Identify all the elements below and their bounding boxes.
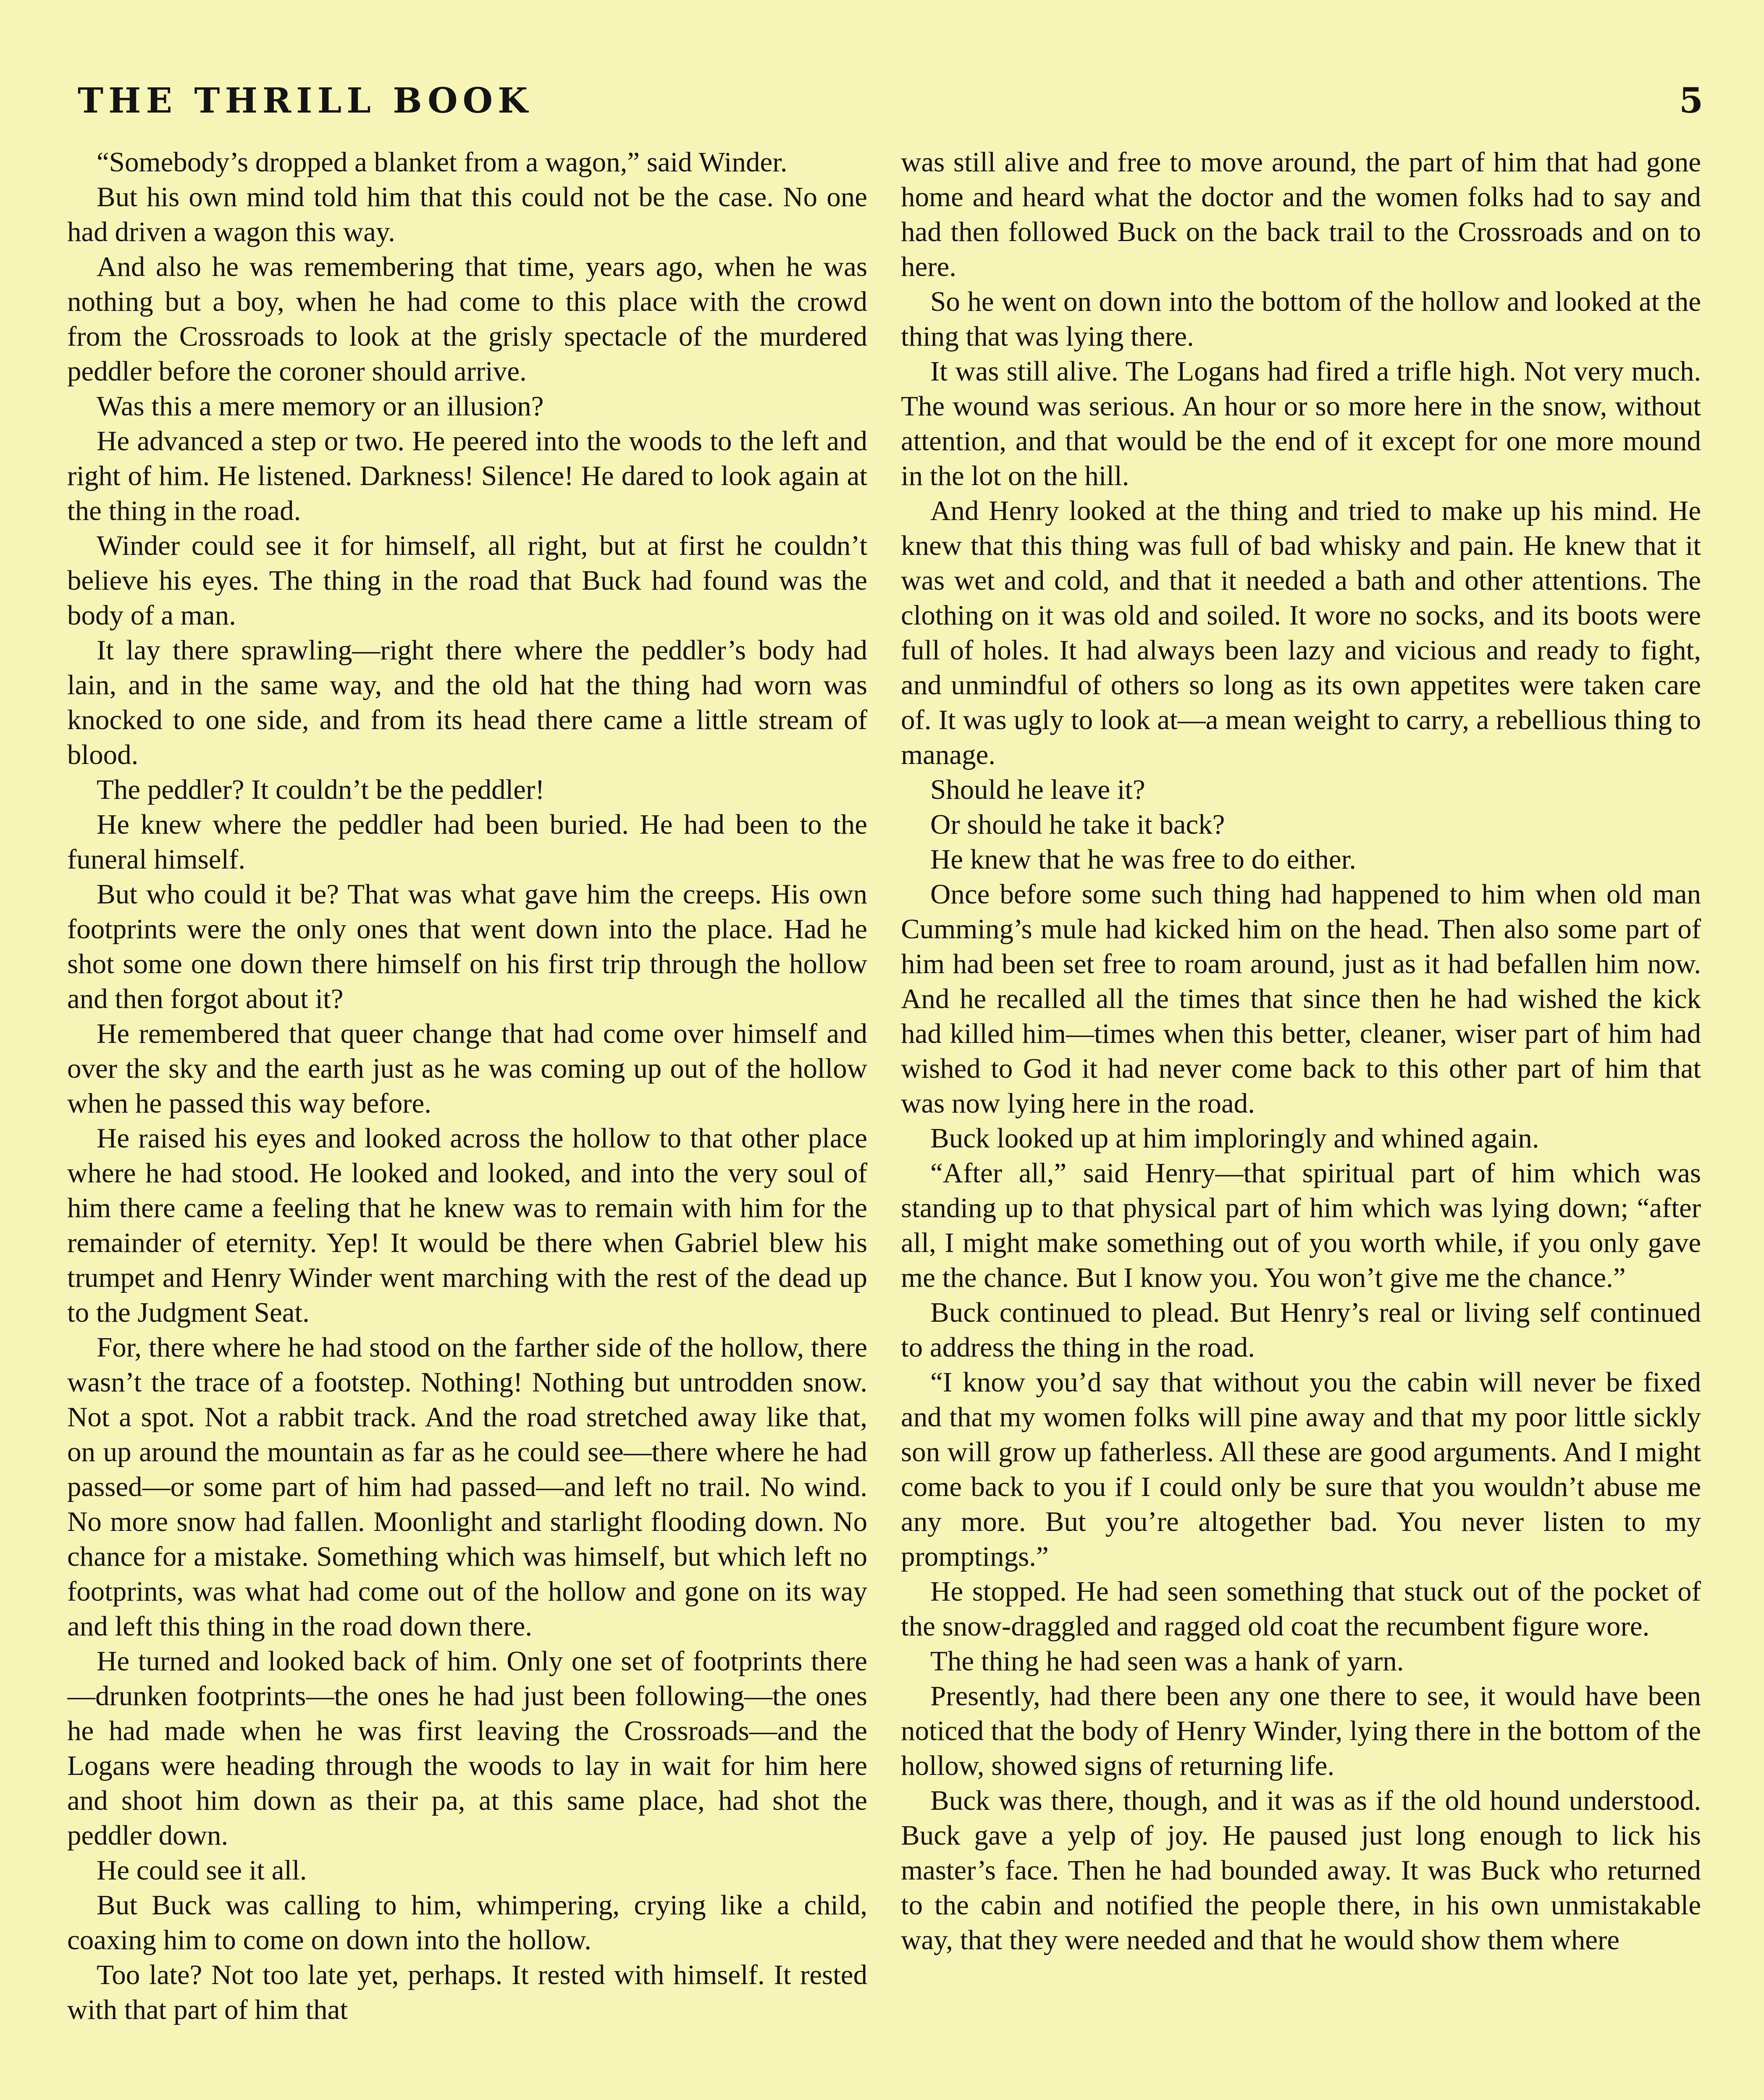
paragraph: He raised his eyes and looked across the hollow to that other place where he had stood. He looked and looked, and into the very soul of him there came a feeling that he knew was to remain with him for the remainder of eternity. Yep! It would be there when Gabriel blew his trumpet and Henry Winder went marching with the rest of the dead up to the Judgment Seat. <box>67 1123 867 1328</box>
paragraph: The thing he had seen was a hank of yarn. <box>930 1646 1404 1677</box>
paragraph: The peddler? It couldn’t be the peddler! <box>97 774 545 805</box>
paragraph: And Henry looked at the thing and tried to make up his mind. He knew that this thing was full of bad whisky and pain. He knew that it was wet and cold, and that it needed a bath and other attentions. The clothing on it was old and soiled. It wore no socks, and its boots were full of holes. It had always been lazy and vicious and ready to fight, and unmindful of others so long as its own appetites were taken care of. It was ugly to look at—a mean weight to carry, a rebellious thing to manage. <box>901 495 1701 770</box>
paragraph: “After all,” said Henry—that spiritual part of him which was standing up to that physical part of him which was lying down; “after all, I might make something out of you worth while, if you only gave me the chance. But I know you. You won’t give me the chance.” <box>901 1158 1701 1293</box>
paragraph: It was still alive. The Logans had fired a trifle high. Not very much. The wound was serious. An hour or so more here in the snow, without attention, and that would be the end of it except for one more mound in the lot on the hill. <box>901 356 1701 491</box>
paragraph: Winder could see it for himself, all right, but at first he couldn’t believe his eyes. The thing in the road that Buck had found was the body of a man. <box>67 530 867 631</box>
paragraph: Buck looked up at him imploringly and whined again. <box>930 1123 1539 1154</box>
left-column <box>67 145 867 2100</box>
paragraph: He turned and looked back of him. Only one set of footprints there—drunken footprints—the ones he had just been following—the ones he had made when he was first leaving the Crossroads—and the Logans were heading through the woods to lay in wait for him here and shoot him down as their pa, at this same place, had shot the peddler down. <box>67 1646 867 1851</box>
paragraph: Once before some such thing had happened to him when old man Cumming’s mule had kicked him on the head. Then also some part of him had been set free to roam around, just as it had befallen him now. And he recalled all the times that since then he had wished the kick had killed him—times when this better, cleaner, wiser part of him had wished to God it had never come back to this other part of him that was now lying here in the road. <box>901 879 1701 1119</box>
paragraph: Too late? Not too late yet, perhaps. It rested with himself. It rested with that part of him that <box>67 1959 867 2025</box>
paragraph: Or should he take it back? <box>930 809 1225 840</box>
paragraph: “Somebody’s dropped a blanket from a wagon,” said Winder. <box>97 147 788 178</box>
paragraph: He could see it all. <box>97 1855 307 1886</box>
text-columns <box>67 145 1701 2100</box>
paragraph: He stopped. He had seen something that stuck out of the pocket of the snow-draggled and ragged old coat the recumbent figure wore. <box>901 1576 1701 1642</box>
paragraph: was still alive and free to move around, the part of him that had gone home and heard what the doctor and the women folks had to say and had then followed Buck on the back trail to the Crossroads and on to here. <box>901 147 1701 282</box>
paragraph: And also he was remembering that time, years ago, when he was nothing but a boy, when he had come to this place with the crowd from the Crossroads to look at the grisly spectacle of the murdered peddler before the coroner should arrive. <box>67 251 867 387</box>
page-number: 5 <box>1679 81 1703 121</box>
paragraph: He remembered that queer change that had come over himself and over the sky and the earth just as he was coming up out of the hollow when he passed this way before. <box>67 1018 867 1119</box>
paragraph: Should he leave it? <box>930 774 1145 805</box>
running-head <box>78 78 1703 124</box>
paragraph: He knew that he was free to do either. <box>930 844 1356 875</box>
paragraph: Was this a mere memory or an illusion? <box>97 391 544 422</box>
paragraph: But Buck was calling to him, whimpering, crying like a child, coaxing him to come on down into the hollow. <box>67 1890 867 1956</box>
paragraph: He advanced a step or two. He peered into the woods to the left and right of him. He listened. Darkness! Silence! He dared to look again at the thing in the road. <box>67 425 867 526</box>
paragraph: Presently, had there been any one there to see, it would have been noticed that the body of Henry Winder, lying there in the bottom of the hollow, showed signs of returning life. <box>901 1680 1701 1781</box>
magazine-title: THE THRILL BOOK <box>78 81 533 121</box>
paragraph: But his own mind told him that this could not be the case. No one had driven a wagon this way. <box>67 181 867 247</box>
paragraph: He knew where the peddler had been buried. He had been to the funeral himself. <box>67 809 867 875</box>
paragraph: For, there where he had stood on the farther side of the hollow, there wasn’t the trace of a footstep. Nothing! Nothing but untrodden snow. Not a spot. Not a rabbit track. And the road stretched away like that, on up around the mountain as far as he could see—there where he had passed—or some part of him had passed—and left no trail. No wind. No more snow had fallen. Moonlight and starlight flooding down. No chance for a mistake. Something which was himself, but which left no footprints, was what had come out of the hollow and gone on its way and left this thing in the road down there. <box>67 1332 867 1642</box>
paragraph: Buck was there, though, and it was as if the old hound understood. Buck gave a yelp of joy. He paused just long enough to lick his master’s face. Then he had bounded away. It was Buck who returned to the cabin and notified the people there, in his own unmistakable way, that they were needed and that he would show them where <box>901 1785 1701 1956</box>
paragraph: Buck continued to plead. But Henry’s real or living self continued to address the thing in the road. <box>901 1297 1701 1363</box>
paragraph: “I know you’d say that without you the cabin will never be fixed and that my women folks will pine away and that my poor little sickly son will grow up fatherless. All these are good arguments. And I might come back to you if I could only be sure that you wouldn’t abuse me any more. But you’re altogether bad. You never listen to my promptings.” <box>901 1367 1701 1572</box>
paragraph: But who could it be? That was what gave him the creeps. His own footprints were the only ones that went down into the place. Had he shot some one down there himself on his first trip through the hollow and then forgot about it? <box>67 879 867 1014</box>
paragraph: It lay there sprawling—right there where the peddler’s body had lain, and in the same way, and the old hat the thing had worn was knocked to one side, and from its head there came a little stream of blood. <box>67 635 867 770</box>
right-column <box>901 145 1701 2100</box>
paragraph: So he went on down into the bottom of the hollow and looked at the thing that was lying there. <box>901 286 1701 352</box>
